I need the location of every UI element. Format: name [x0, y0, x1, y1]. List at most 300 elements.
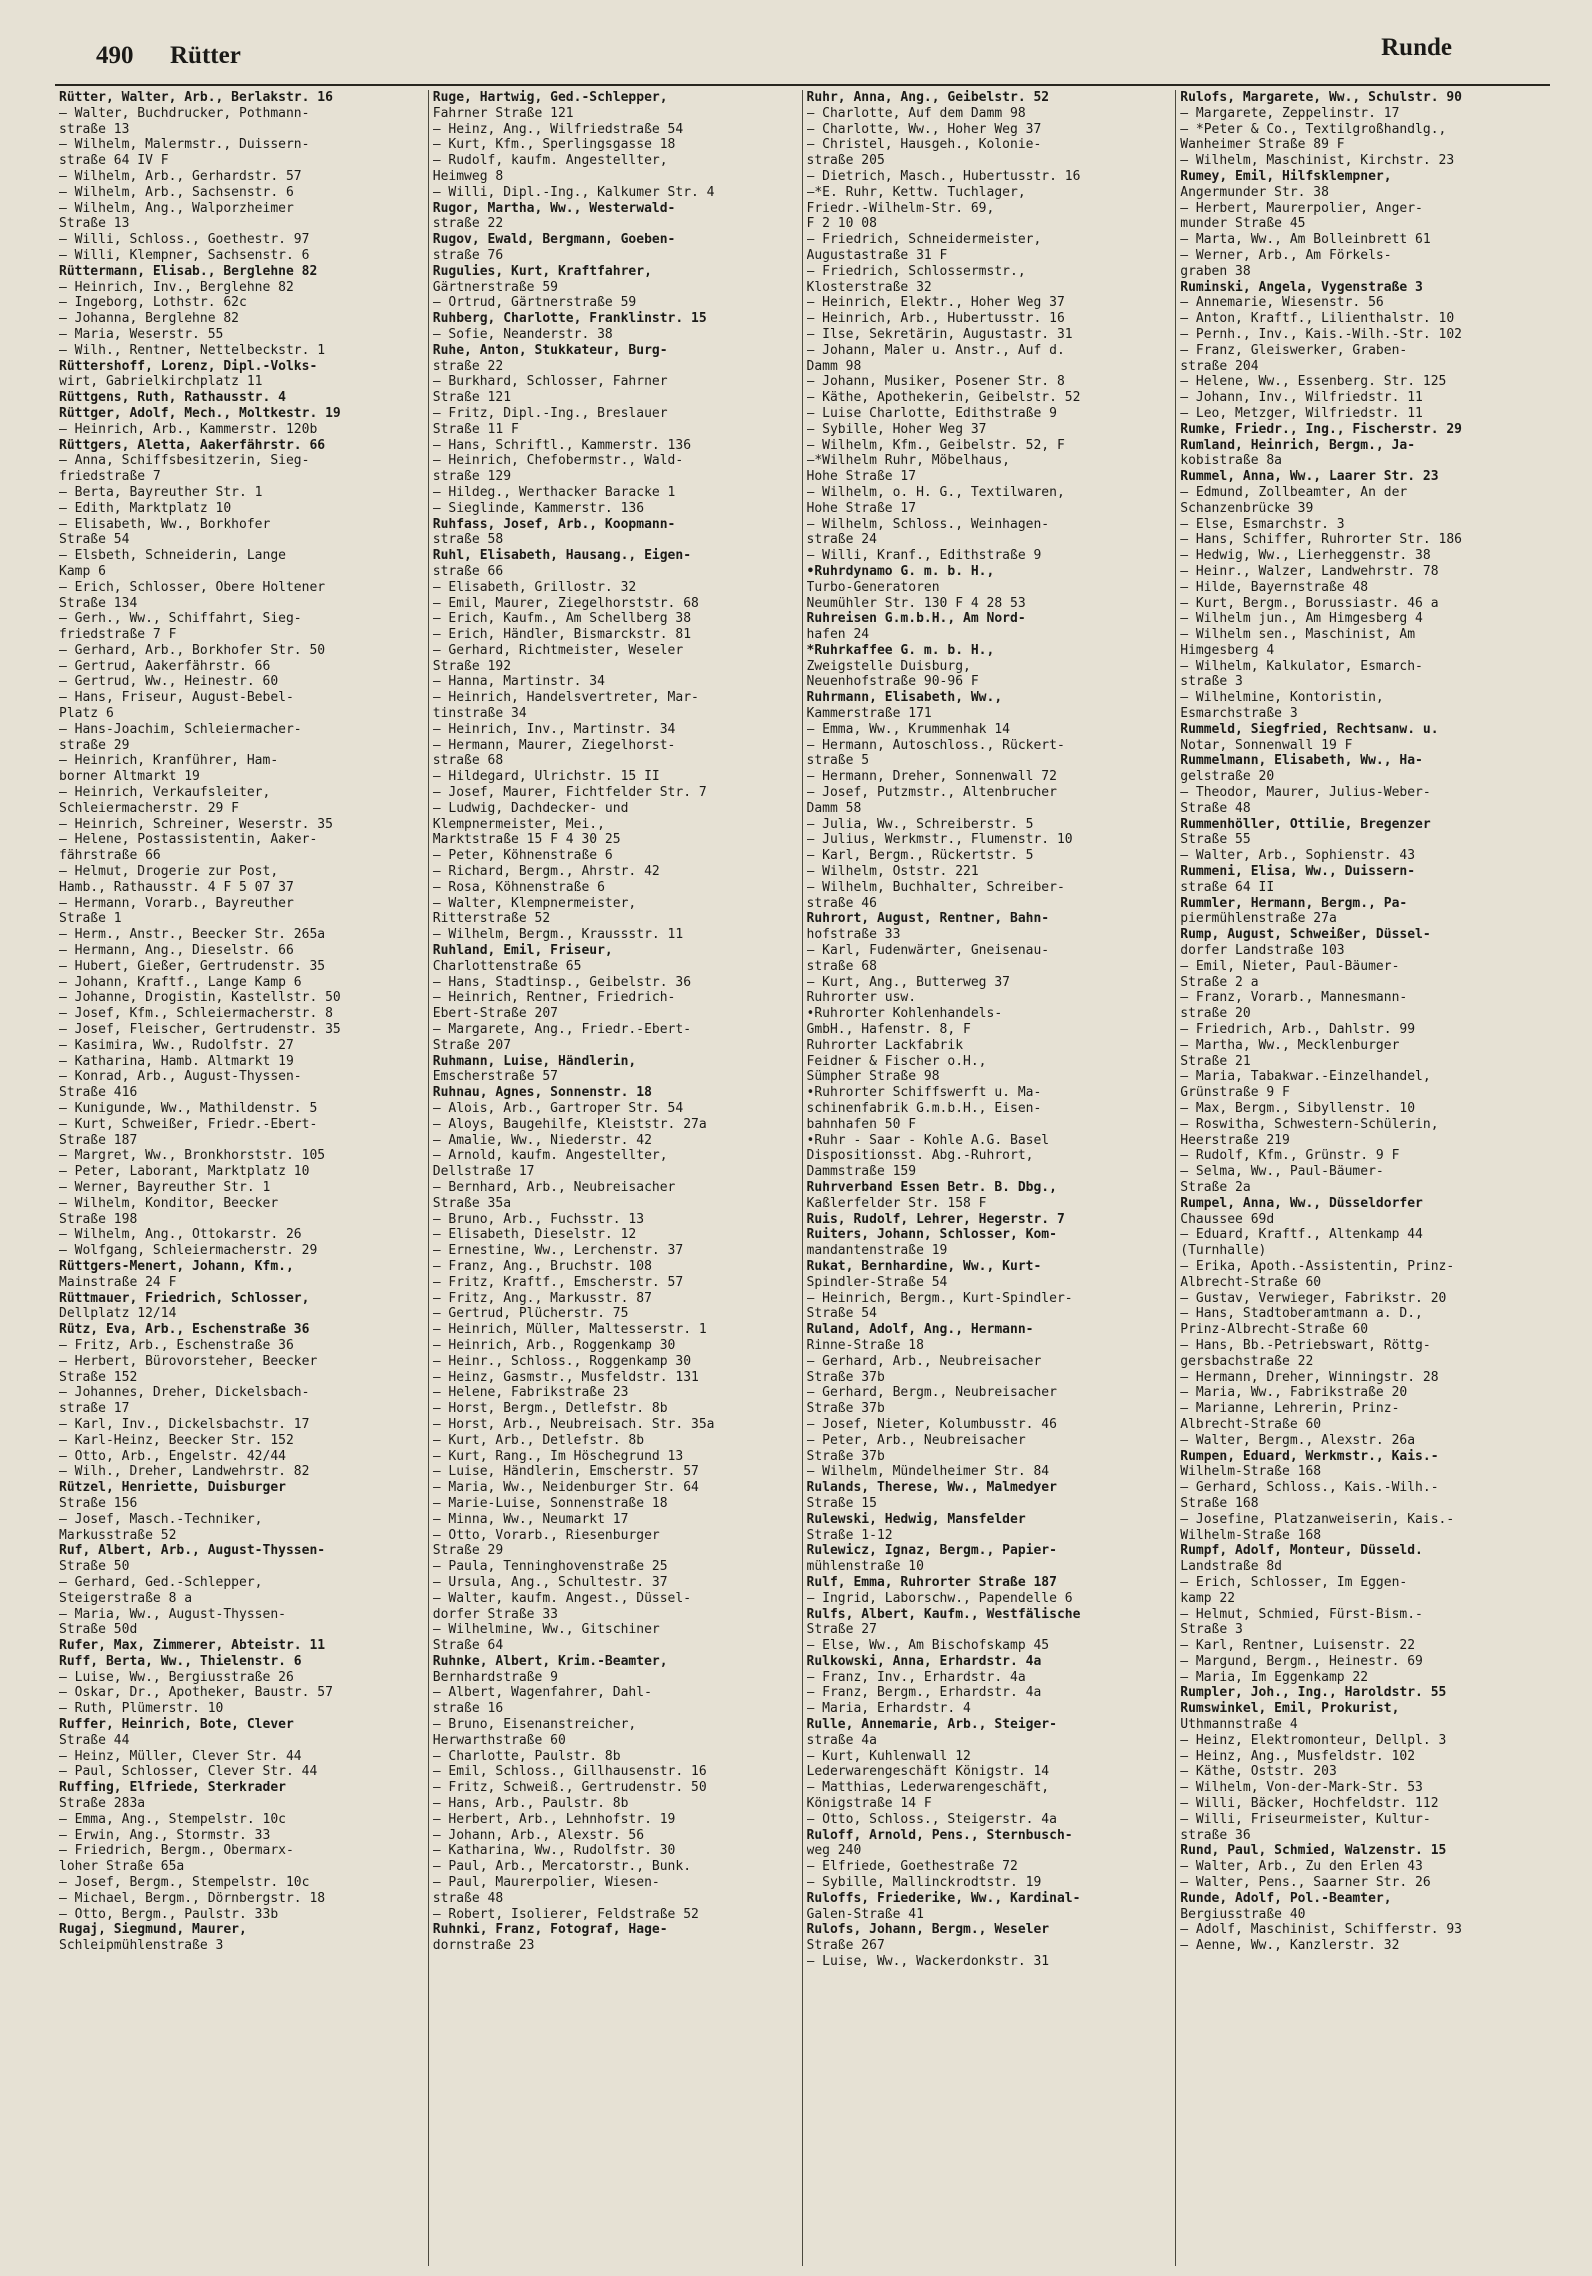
directory-entry: — Johann, Inv., Wilfriedstr. 11: [1180, 390, 1423, 406]
directory-entry: Ruge, Hartwig, Ged.-Schlepper,: [432, 90, 668, 105]
directory-entry: — Maria, Ww., August-Thyssen-: [59, 1606, 286, 1622]
directory-entry: Lederwarengeschäft Königstr. 14: [806, 1764, 1050, 1780]
directory-entry: — Hildeg., Werthacker Baracke 1: [432, 484, 676, 500]
directory-entry: — Luise, Ww., Bergiusstraße 26: [59, 1669, 294, 1685]
directory-entry: — Gerhard, Richtmeister, Weseler: [432, 642, 684, 658]
directory-entry: straße 205: [806, 153, 885, 169]
directory-entry: — Adolf, Maschinist, Schifferstr. 93: [1180, 1922, 1463, 1938]
directory-entry: Augustastraße 31 F: [806, 247, 948, 263]
directory-entry: Straße 2 a: [1180, 974, 1259, 990]
directory-entry: — Margarete, Ang., Friedr.-Ebert-: [432, 1022, 692, 1038]
directory-entry: — Josef, Fleischer, Gertrudenstr. 35: [59, 1022, 341, 1038]
directory-entry: — Peter, Laborant, Marktplatz 10: [59, 1164, 310, 1180]
directory-entry: — Willi, Schloss., Goethestr. 97: [59, 232, 310, 248]
directory-entry: — Wilhelm, Arb., Gerhardstr. 57: [59, 168, 302, 184]
directory-entry: Ruhl, Elisabeth, Hausang., Eigen-: [432, 548, 692, 564]
directory-entry: — Heinrich, Inv., Martinstr. 34: [432, 721, 676, 737]
directory-entry: Straße 54: [806, 1306, 877, 1322]
directory-entry: — Else, Ww., Am Bischofskamp 45: [806, 1638, 1050, 1654]
directory-entry: — Wilh., Dreher, Landwehrstr. 82: [59, 1464, 310, 1480]
directory-entry: Schleipmühlenstraße 3: [59, 1938, 224, 1954]
directory-entry: Ruis, Rudolf, Lehrer, Hegerstr. 7: [806, 1211, 1065, 1227]
directory-entry: — Anton, Kraftf., Lilienthalstr. 10: [1180, 311, 1455, 327]
directory-entry: — Heinrich, Schreiner, Weserstr. 35: [59, 816, 333, 832]
directory-entry: — Gerhard, Bergm., Neubreisacher: [806, 1385, 1057, 1401]
directory-entry: — Theodor, Maurer, Julius-Weber-: [1180, 785, 1431, 801]
directory-entry: Straße 121: [432, 390, 512, 406]
directory-entry: — Werner, Bayreuther Str. 1: [59, 1179, 271, 1195]
directory-entry: Damm 98: [806, 358, 862, 374]
directory-entry: — Wilhelmine, Kontoristin,: [1180, 690, 1384, 706]
directory-entry: Ruhrorter usw.: [806, 990, 917, 1006]
directory-entry: — Horst, Bergm., Detlefstr. 8b: [432, 1401, 668, 1417]
directory-entry: Rulands, Therese, Ww., Malmedyer: [806, 1480, 1057, 1496]
directory-entry: — Berta, Bayreuther Str. 1: [59, 484, 263, 500]
directory-entry: — Peter, Arb., Neubreisacher: [806, 1432, 1026, 1448]
directory-entry: Klosterstraße 32: [806, 279, 932, 295]
directory-entry: Schleiermacherstr. 29 F: [59, 800, 240, 816]
directory-entry: Straße 35a: [432, 1195, 512, 1211]
directory-entry: Wanheimer Straße 89 F: [1180, 137, 1345, 153]
directory-entry: — Werner, Arb., Am Förkels-: [1180, 247, 1392, 263]
directory-entry: Rulewski, Hedwig, Mansfelder: [806, 1511, 1026, 1527]
directory-entry: — Sieglinde, Kammerstr. 136: [432, 500, 645, 516]
directory-entry: Ruhrmann, Elisabeth, Ww.,: [806, 690, 1003, 706]
directory-entry: Turbo-Generatoren: [806, 579, 940, 595]
directory-entry: straße 64 IV F: [59, 153, 169, 169]
directory-entry: — Paula, Tenninghovenstraße 25: [432, 1559, 668, 1575]
directory-entry: — Gertrud, Plücherstr. 75: [432, 1306, 629, 1322]
directory-entry: — Leo, Metzger, Wilfriedstr. 11: [1180, 405, 1423, 421]
directory-entry: Rulofs, Margarete, Ww., Schulstr. 90: [1180, 90, 1463, 105]
directory-entry: — Wilhelm, Buchhalter, Schreiber-: [806, 879, 1065, 895]
directory-entry: fährstraße 66: [59, 848, 161, 864]
directory-entry: — Elsbeth, Schneiderin, Lange: [59, 548, 286, 564]
directory-entry: — Friedrich, Schneidermeister,: [806, 232, 1042, 248]
directory-entry: — Bruno, Eisenanstreicher,: [432, 1717, 637, 1733]
directory-entry: Ruminski, Angela, Vygenstraße 3: [1180, 279, 1423, 295]
directory-entry: Straße 21: [1180, 1053, 1251, 1069]
directory-entry: straße 22: [432, 216, 504, 232]
directory-entry: — Heinrich, Verkaufsleiter,: [59, 785, 271, 801]
directory-entry: (Turnhalle): [1180, 1243, 1267, 1259]
directory-entry: — Hermann, Dreher, Winningstr. 28: [1180, 1369, 1439, 1385]
directory-entry: straße 17: [59, 1401, 130, 1417]
directory-entry: — Hanna, Martinstr. 34: [432, 674, 605, 690]
directory-entry: — Franz, Inv., Erhardstr. 4a: [806, 1669, 1026, 1685]
directory-entry: hofstraße 33: [806, 927, 901, 943]
column-1: [55, 90, 429, 2266]
directory-entry: — Walter, Klempnermeister,: [432, 895, 637, 911]
directory-entry: — Käthe, Oststr. 203: [1180, 1764, 1337, 1780]
column-3: [803, 90, 1177, 2266]
directory-entry: — Wilhelm sen., Maschinist, Am: [1180, 627, 1416, 643]
directory-entry: — Erika, Apoth.-Assistentin, Prinz-: [1180, 1258, 1455, 1274]
directory-entry: — Hedwig, Ww., Lierheggenstr. 38: [1180, 548, 1431, 564]
directory-entry: Straße 1: [59, 911, 122, 927]
directory-entry: Rummel, Anna, Ww., Laarer Str. 23: [1180, 469, 1439, 485]
directory-entry: straße 22: [432, 358, 504, 374]
directory-entry: — Herbert, Maurerpolier, Anger-: [1180, 200, 1423, 216]
directory-entry: Rumpler, Joh., Ing., Haroldstr. 55: [1180, 1685, 1447, 1701]
directory-entry: Ruhland, Emil, Friseur,: [432, 943, 613, 959]
directory-entry: Rützel, Henriette, Duisburger: [59, 1480, 286, 1496]
directory-entry: Chaussee 69d: [1180, 1211, 1275, 1227]
directory-entry: — Friedrich, Schlossermstr.,: [806, 263, 1026, 279]
directory-entry: — Charlotte, Auf dem Damm 98: [806, 105, 1026, 121]
directory-entry: hafen 24: [806, 627, 870, 643]
directory-entry: — Heinrich, Rentner, Friedrich-: [432, 990, 676, 1006]
directory-entry: munder Straße 45: [1180, 216, 1306, 232]
directory-entry: — Herbert, Arb., Lehnhofstr. 19: [432, 1811, 676, 1827]
directory-entry: Markusstraße 52: [59, 1527, 177, 1543]
directory-entry: — Karl, Inv., Dickelsbachstr. 17: [59, 1416, 310, 1432]
directory-entry: — Heinz, Ang., Musfeldstr. 102: [1180, 1748, 1416, 1764]
directory-entry: — Helmut, Schmied, Fürst-Bism.-: [1180, 1606, 1423, 1622]
directory-entry: — Kurt, Rang., Im Höschegrund 13: [432, 1448, 684, 1464]
directory-entry: — Heinrich, Bergm., Kurt-Spindler-: [806, 1290, 1073, 1306]
directory-entry: — Rudolf, Kfm., Grünstr. 9 F: [1180, 1148, 1400, 1164]
directory-entry: Steigerstraße 8 a: [59, 1590, 193, 1606]
directory-entry: Rumswinkel, Emil, Prokurist,: [1180, 1701, 1400, 1717]
directory-entry: — Johann, Arb., Alexstr. 56: [432, 1827, 645, 1843]
directory-entry: Kamp 6: [59, 563, 106, 579]
directory-entry: — Margund, Bergm., Heinestr. 69: [1180, 1653, 1423, 1669]
directory-entry: Rumpf, Adolf, Monteur, Düsseld.: [1180, 1543, 1423, 1559]
directory-entry: straße 4a: [806, 1732, 877, 1748]
directory-entry: — Ernestine, Ww., Lerchenstr. 37: [432, 1243, 684, 1259]
directory-entry: — Wilhelm, o. H. G., Textilwaren,: [806, 484, 1065, 500]
directory-entry: — Pernh., Inv., Kais.-Wilh.-Str. 102: [1180, 326, 1463, 342]
directory-entry: — Hans, Arb., Paulstr. 8b: [432, 1796, 629, 1812]
directory-entry: Rummeld, Siegfried, Rechtsanw. u.: [1180, 721, 1439, 737]
directory-entry: Rütz, Eva, Arb., Eschenstraße 36: [59, 1322, 310, 1338]
directory-entry: dorfer Landstraße 103: [1180, 943, 1345, 959]
directory-entry: Straße 37b: [806, 1401, 885, 1417]
directory-entry: Rummeni, Elisa, Ww., Duissern-: [1180, 864, 1416, 880]
directory-entry: Rummler, Hermann, Bergm., Pa-: [1180, 895, 1408, 911]
directory-entry: — Katharina, Ww., Rudolfstr. 30: [432, 1843, 676, 1859]
directory-entry: — Elisabeth, Dieselstr. 12: [432, 1227, 637, 1243]
directory-entry: — Johannes, Dreher, Dickelsbach-: [59, 1385, 310, 1401]
directory-entry: •Ruhrorter Kohlenhandels-: [806, 1006, 1003, 1022]
directory-entry: Rumey, Emil, Hilfsklempner,: [1180, 168, 1392, 184]
directory-entry: dornstraße 23: [432, 1938, 535, 1954]
directory-entry: Rufer, Max, Zimmerer, Abteistr. 11: [59, 1638, 326, 1654]
directory-entry: — Hildegard, Ulrichstr. 15 II: [432, 769, 660, 785]
directory-entry: Runde, Adolf, Pol.-Beamter,: [1180, 1890, 1392, 1906]
directory-entry: straße 13: [59, 121, 130, 137]
directory-entry: — Johann, Kraftf., Lange Kamp 6: [59, 974, 302, 990]
directory-entry: —*E. Ruhr, Kettw. Tuchlager,: [806, 184, 1026, 200]
directory-entry: Ruhmann, Luise, Händlerin,: [432, 1053, 637, 1069]
directory-entry: friedstraße 7: [59, 469, 161, 485]
directory-entry: — Wilhelm, Ang., Walporzheimer: [59, 200, 294, 216]
directory-entry: Straße 13: [59, 216, 130, 232]
directory-entry: Wilhelm-Straße 168: [1180, 1464, 1322, 1480]
directory-entry: dorfer Straße 33: [432, 1606, 558, 1622]
column-2: [429, 90, 803, 2266]
directory-entry: — Helene, Fabrikstraße 23: [432, 1385, 629, 1401]
directory-columns: [55, 90, 1550, 2266]
directory-entry: straße 5: [806, 753, 870, 769]
directory-entry: Himgesberg 4: [1180, 642, 1275, 658]
directory-entry: Ruhreisen G.m.b.H., Am Nord-: [806, 611, 1026, 627]
directory-entry: Straße 134: [59, 595, 138, 611]
directory-entry: — Elfriede, Goethestraße 72: [806, 1859, 1018, 1875]
directory-entry: — *Peter & Co., Textilgroßhandlg.,: [1180, 121, 1447, 137]
directory-entry: — Hans, Bb.-Petriebswart, Röttg-: [1180, 1337, 1431, 1353]
directory-entry: Rumke, Friedr., Ing., Fischerstr. 29: [1180, 421, 1463, 437]
directory-entry: — Max, Bergm., Sibyllenstr. 10: [1180, 1101, 1416, 1116]
directory-entry: — Gerhard, Arb., Neubreisacher: [806, 1353, 1042, 1369]
directory-entry: — Walter, Arb., Sophienstr. 43: [1180, 848, 1416, 864]
directory-entry: Sümpher Straße 98: [806, 1069, 940, 1085]
directory-entry: — Kurt, Bergm., Borussiastr. 46 a: [1180, 595, 1439, 611]
directory-entry: — Elisabeth, Ww., Borkhofer: [59, 516, 271, 532]
directory-entry: — Willi, Klempner, Sachsenstr. 6: [59, 247, 310, 263]
directory-entry: Rüttgens, Ruth, Rathausstr. 4: [59, 390, 286, 406]
directory-entry: — Friedrich, Bergm., Obermarx-: [59, 1843, 294, 1859]
directory-entry: Ruhr, Anna, Ang., Geibelstr. 52: [806, 90, 1050, 105]
directory-entry: — Robert, Isolierer, Feldstraße 52: [432, 1906, 699, 1922]
directory-entry: friedstraße 7 F: [59, 627, 177, 643]
directory-entry: — Kurt, Arb., Detlefstr. 8b: [432, 1432, 645, 1448]
directory-entry: — Wilhelm, Ang., Ottokarstr. 26: [59, 1227, 302, 1243]
directory-entry: — Peter, Köhnenstraße 6: [432, 848, 613, 864]
directory-entry: — Marie-Luise, Sonnenstraße 18: [432, 1495, 668, 1511]
directory-entry: — Julius, Werkmstr., Flumenstr. 10: [806, 832, 1073, 848]
directory-entry: — Herm., Anstr., Beecker Str. 265a: [59, 927, 326, 943]
directory-entry: Ruland, Adolf, Ang., Hermann-: [806, 1322, 1034, 1338]
directory-entry: Straße 29: [432, 1543, 504, 1559]
directory-entry: — Willi, Friseurmeister, Kultur-: [1180, 1811, 1431, 1827]
directory-entry: Straße 207: [432, 1037, 512, 1053]
directory-entry: — Wilhelm, Von-der-Mark-Str. 53: [1180, 1780, 1423, 1796]
directory-entry: Ruhrorter Lackfabrik: [806, 1037, 964, 1053]
directory-entry: — Luise, Händlerin, Emscherstr. 57: [432, 1464, 699, 1480]
directory-entry: Rulfs, Albert, Kaufm., Westfälische: [806, 1606, 1081, 1622]
directory-entry: straße 16: [432, 1701, 504, 1717]
directory-entry: — Heinrich, Arb., Roggenkamp 30: [432, 1337, 676, 1353]
directory-entry: — Charlotte, Ww., Hoher Weg 37: [806, 121, 1042, 137]
directory-entry: Galen-Straße 41: [806, 1906, 924, 1922]
directory-entry: — Gertrud, Aakerfährstr. 66: [59, 658, 271, 674]
directory-entry: Straße 168: [1180, 1495, 1259, 1511]
directory-entry: — Maria, Erhardstr. 4: [806, 1701, 971, 1717]
directory-entry: — Heinrich, Chefobermstr., Wald-: [432, 453, 684, 469]
directory-entry: — Paul, Arb., Mercatorstr., Bunk.: [432, 1859, 692, 1875]
directory-entry: — Sofie, Neanderstr. 38: [432, 326, 613, 342]
directory-entry: Neumühler Str. 130 F 4 28 53: [806, 595, 1026, 611]
directory-entry: Rund, Paul, Schmied, Walzenstr. 15: [1180, 1843, 1447, 1859]
directory-entry: bahnhafen 50 F: [806, 1116, 917, 1132]
directory-entry: — Wilhelm, Bergm., Kraussstr. 11: [432, 927, 684, 943]
directory-entry: — Rudolf, kaufm. Angestellter,: [432, 153, 668, 169]
directory-entry: Rulkowski, Anna, Erhardstr. 4a: [806, 1653, 1042, 1669]
header-rule: [55, 84, 1550, 86]
directory-entry: — Otto, Bergm., Paulstr. 33b: [59, 1906, 279, 1922]
directory-entry: — Wilhelm, Maschinist, Kirchstr. 23: [1180, 153, 1455, 169]
directory-entry: — Luise, Ww., Wackerdonkstr. 31: [806, 1954, 1050, 1970]
directory-entry: — Erwin, Ang., Stormstr. 33: [59, 1827, 271, 1843]
directory-entry: Rugov, Ewald, Bergmann, Goeben-: [432, 232, 676, 248]
directory-entry: Heerstraße 219: [1180, 1132, 1290, 1148]
directory-entry: — Gerhard, Ged.-Schlepper,: [59, 1574, 263, 1590]
directory-entry: — Willi, Kranf., Edithstraße 9: [806, 548, 1042, 564]
directory-entry: — Helene, Postassistentin, Aaker-: [59, 832, 318, 848]
directory-entry: — Heinrich, Arb., Hubertusstr. 16: [806, 311, 1065, 327]
directory-entry: — Otto, Vorarb., Riesenburger: [432, 1527, 660, 1543]
directory-entry: — Josefine, Platzanweiserin, Kais.-: [1180, 1511, 1455, 1527]
directory-entry: Neuenhofstraße 90-96 F: [806, 674, 979, 690]
directory-entry: — Aloys, Baugehilfe, Kleiststr. 27a: [432, 1116, 707, 1132]
directory-entry: — Elisabeth, Grillostr. 32: [432, 579, 637, 595]
directory-entry: — Franz, Gleiswerker, Graben-: [1180, 342, 1408, 358]
directory-entry: — Heinrich, Arb., Kammerstr. 120b: [59, 421, 318, 437]
directory-entry: — Otto, Arb., Engelstr. 42/44: [59, 1448, 286, 1464]
directory-entry: — Maria, Im Eggenkamp 22: [1180, 1669, 1369, 1685]
directory-entry: Feidner & Fischer o.H.,: [806, 1053, 987, 1069]
directory-entry: — Emil, Maurer, Ziegelhorststr. 68: [432, 595, 699, 611]
directory-entry: — Ruth, Plümerstr. 10: [59, 1701, 224, 1717]
directory-entry: — Fritz, Dipl.-Ing., Breslauer: [432, 405, 668, 421]
directory-entry: — Herbert, Bürovorsteher, Beecker: [59, 1353, 318, 1369]
directory-entry: Rumpen, Eduard, Werkmstr., Kais.-: [1180, 1448, 1439, 1464]
directory-entry: Rummenhöller, Ottilie, Bregenzer: [1180, 816, 1431, 832]
directory-entry: Straße 283a: [59, 1796, 146, 1812]
directory-entry: — Hans, Schriftl., Kammerstr. 136: [432, 437, 692, 453]
directory-entry: — Walter, Bergm., Alexstr. 26a: [1180, 1432, 1416, 1448]
directory-entry: — Heinz, Gasmstr., Musfeldstr. 131: [432, 1369, 699, 1385]
directory-entry: Straße 187: [59, 1132, 138, 1148]
directory-entry: Straße 416: [59, 1085, 138, 1101]
directory-entry: Rüttermann, Elisab., Berglehne 82: [59, 263, 318, 279]
directory-entry: Ruhberg, Charlotte, Franklinstr. 15: [432, 311, 707, 327]
directory-entry: Straße 64: [432, 1638, 504, 1654]
directory-entry: Ruloffs, Friederike, Ww., Kardinal-: [806, 1890, 1081, 1906]
directory-entry: — Eduard, Kraftf., Altenkamp 44: [1180, 1227, 1423, 1243]
directory-entry: Ruffer, Heinrich, Bote, Clever: [59, 1717, 294, 1733]
directory-entry: Dispositionsst. Abg.-Ruhrort,: [806, 1148, 1034, 1164]
directory-entry: Rukat, Bernhardine, Ww., Kurt-: [806, 1258, 1042, 1274]
directory-entry: — Ingeborg, Lothstr. 62c: [59, 295, 247, 311]
directory-entry: — Annemarie, Wiesenstr. 56: [1180, 295, 1384, 311]
directory-entry: Rüttershoff, Lorenz, Dipl.-Volks-: [59, 358, 318, 374]
directory-entry: — Maria, Ww., Neidenburger Str. 64: [432, 1480, 699, 1496]
directory-entry: — Heinrich, Handelsvertreter, Mar-: [432, 690, 699, 706]
directory-entry: GmbH., Hafenstr. 8, F: [806, 1022, 971, 1038]
directory-entry: straße 68: [806, 958, 877, 974]
directory-entry: — Wilhelm, Kalkulator, Esmarch-: [1180, 658, 1423, 674]
directory-entry: — Walter, kaufm. Angest., Düssel-: [432, 1590, 692, 1606]
directory-entry: Hohe Straße 17: [806, 469, 917, 485]
directory-entry: — Josef, Maurer, Fichtfelder Str. 7: [432, 785, 707, 801]
directory-entry: — Heinrich, Müller, Maltesserstr. 1: [432, 1322, 707, 1338]
directory-entry: Straße 3: [1180, 1622, 1243, 1638]
directory-entry: — Heinr., Schloss., Roggenkamp 30: [432, 1353, 692, 1369]
directory-entry: — Johanne, Drogistin, Kastellstr. 50: [59, 990, 341, 1006]
directory-entry: — Erich, Kaufm., Am Schellberg 38: [432, 611, 692, 627]
directory-entry: — Matthias, Lederwarengeschäft,: [806, 1780, 1050, 1796]
directory-entry: Straße 267: [806, 1938, 885, 1954]
directory-entry: schinenfabrik G.m.b.H., Eisen-: [806, 1101, 1042, 1116]
directory-entry: — Johanna, Berglehne 82: [59, 311, 240, 327]
directory-entry: Rulf, Emma, Ruhrorter Straße 187: [806, 1574, 1057, 1590]
directory-entry: Fahrner Straße 121: [432, 105, 574, 121]
directory-entry: Straße 2a: [1180, 1179, 1251, 1195]
directory-entry: — Julia, Ww., Schreiberstr. 5: [806, 816, 1034, 832]
directory-entry: — Franz, Vorarb., Mannesmann-: [1180, 990, 1408, 1006]
directory-entry: — Emma, Ww., Krummenhak 14: [806, 721, 1010, 737]
directory-entry: — Emil, Nieter, Paul-Bäumer-: [1180, 958, 1400, 974]
directory-entry: Straße 27: [806, 1622, 877, 1638]
directory-entry: — Fritz, Arb., Eschenstraße 36: [59, 1337, 294, 1353]
directory-entry: piermühlenstraße 27a: [1180, 911, 1337, 927]
directory-entry: — Burkhard, Schlosser, Fahrner: [432, 374, 668, 390]
column-4: [1176, 90, 1550, 2266]
directory-entry: Rump, August, Schweißer, Düssel-: [1180, 927, 1431, 943]
directory-entry: — Wilhelm jun., Am Himgesberg 4: [1180, 611, 1423, 627]
directory-entry: straße 66: [432, 563, 504, 579]
directory-entry: Ruf, Albert, Arb., August-Thyssen-: [59, 1543, 326, 1559]
directory-entry: •Ruhrdynamo G. m. b. H.,: [806, 563, 995, 579]
directory-entry: straße 29: [59, 737, 130, 753]
directory-entry: — Otto, Schloss., Steigerstr. 4a: [806, 1811, 1057, 1827]
directory-entry: Straße 192: [432, 658, 512, 674]
directory-entry: Dellstraße 17: [432, 1164, 535, 1180]
directory-entry: — Hans, Schiffer, Ruhrorter Str. 186: [1180, 532, 1463, 548]
directory-entry: Straße 50d: [59, 1622, 138, 1638]
directory-entry: Rumpel, Anna, Ww., Düsseldorfer: [1180, 1195, 1423, 1211]
directory-entry: — Josef, Nieter, Kolumbusstr. 46: [806, 1416, 1057, 1432]
directory-entry: — Marta, Ww., Am Bolleinbrett 61: [1180, 232, 1431, 248]
directory-entry: Albrecht-Straße 60: [1180, 1274, 1322, 1290]
directory-entry: Ruffing, Elfriede, Sterkrader: [59, 1780, 286, 1796]
directory-entry: — Walter, Pens., Saarner Str. 26: [1180, 1875, 1431, 1891]
directory-entry: — Roswitha, Schwestern-Schülerin,: [1180, 1116, 1439, 1132]
directory-entry: — Hans, Friseur, August-Bebel-: [59, 690, 294, 706]
directory-entry: — Amalie, Ww., Niederstr. 42: [432, 1132, 652, 1148]
directory-entry: — Anna, Schiffsbesitzerin, Sieg-: [59, 453, 310, 469]
directory-entry: straße 20: [1180, 1006, 1251, 1022]
directory-entry: — Hilde, Bayernstraße 48: [1180, 579, 1369, 595]
directory-entry: — Emma, Ang., Stempelstr. 10c: [59, 1811, 286, 1827]
directory-entry: Spindler-Straße 54: [806, 1274, 948, 1290]
directory-entry: Klempnermeister, Mei.,: [432, 816, 605, 832]
directory-entry: Hamb., Rathausstr. 4 F 5 07 37: [59, 879, 294, 895]
directory-entry: — Heinz, Müller, Clever Str. 44: [59, 1748, 302, 1764]
directory-entry: tinstraße 34: [432, 706, 527, 722]
directory-entry: Ritterstraße 52: [432, 911, 551, 927]
directory-entry: — Albert, Wagenfahrer, Dahl-: [432, 1685, 652, 1701]
directory-entry: Notar, Sonnenwall 19 F: [1180, 737, 1353, 753]
directory-entry: Wilhelm-Straße 168: [1180, 1527, 1322, 1543]
directory-entry: — Paul, Schlosser, Clever Str. 44: [59, 1764, 318, 1780]
directory-entry: straße 58: [432, 532, 504, 548]
directory-entry: straße 129: [432, 469, 512, 485]
directory-entry: — Gustav, Verwieger, Fabrikstr. 20: [1180, 1290, 1447, 1306]
directory-entry: Rinne-Straße 18: [806, 1337, 924, 1353]
directory-entry: F 2 10 08: [806, 216, 877, 232]
directory-entry: Angermunder Str. 38: [1180, 184, 1329, 200]
directory-entry: loher Straße 65a: [59, 1859, 185, 1875]
page-number: 490: [96, 42, 134, 69]
directory-entry: — Josef, Bergm., Stempelstr. 10c: [59, 1875, 310, 1891]
directory-entry: Rugaj, Siegmund, Maurer,: [59, 1922, 247, 1938]
directory-entry: — Sybille, Hoher Weg 37: [806, 421, 987, 437]
directory-entry: Zweigstelle Duisburg,: [806, 658, 971, 674]
